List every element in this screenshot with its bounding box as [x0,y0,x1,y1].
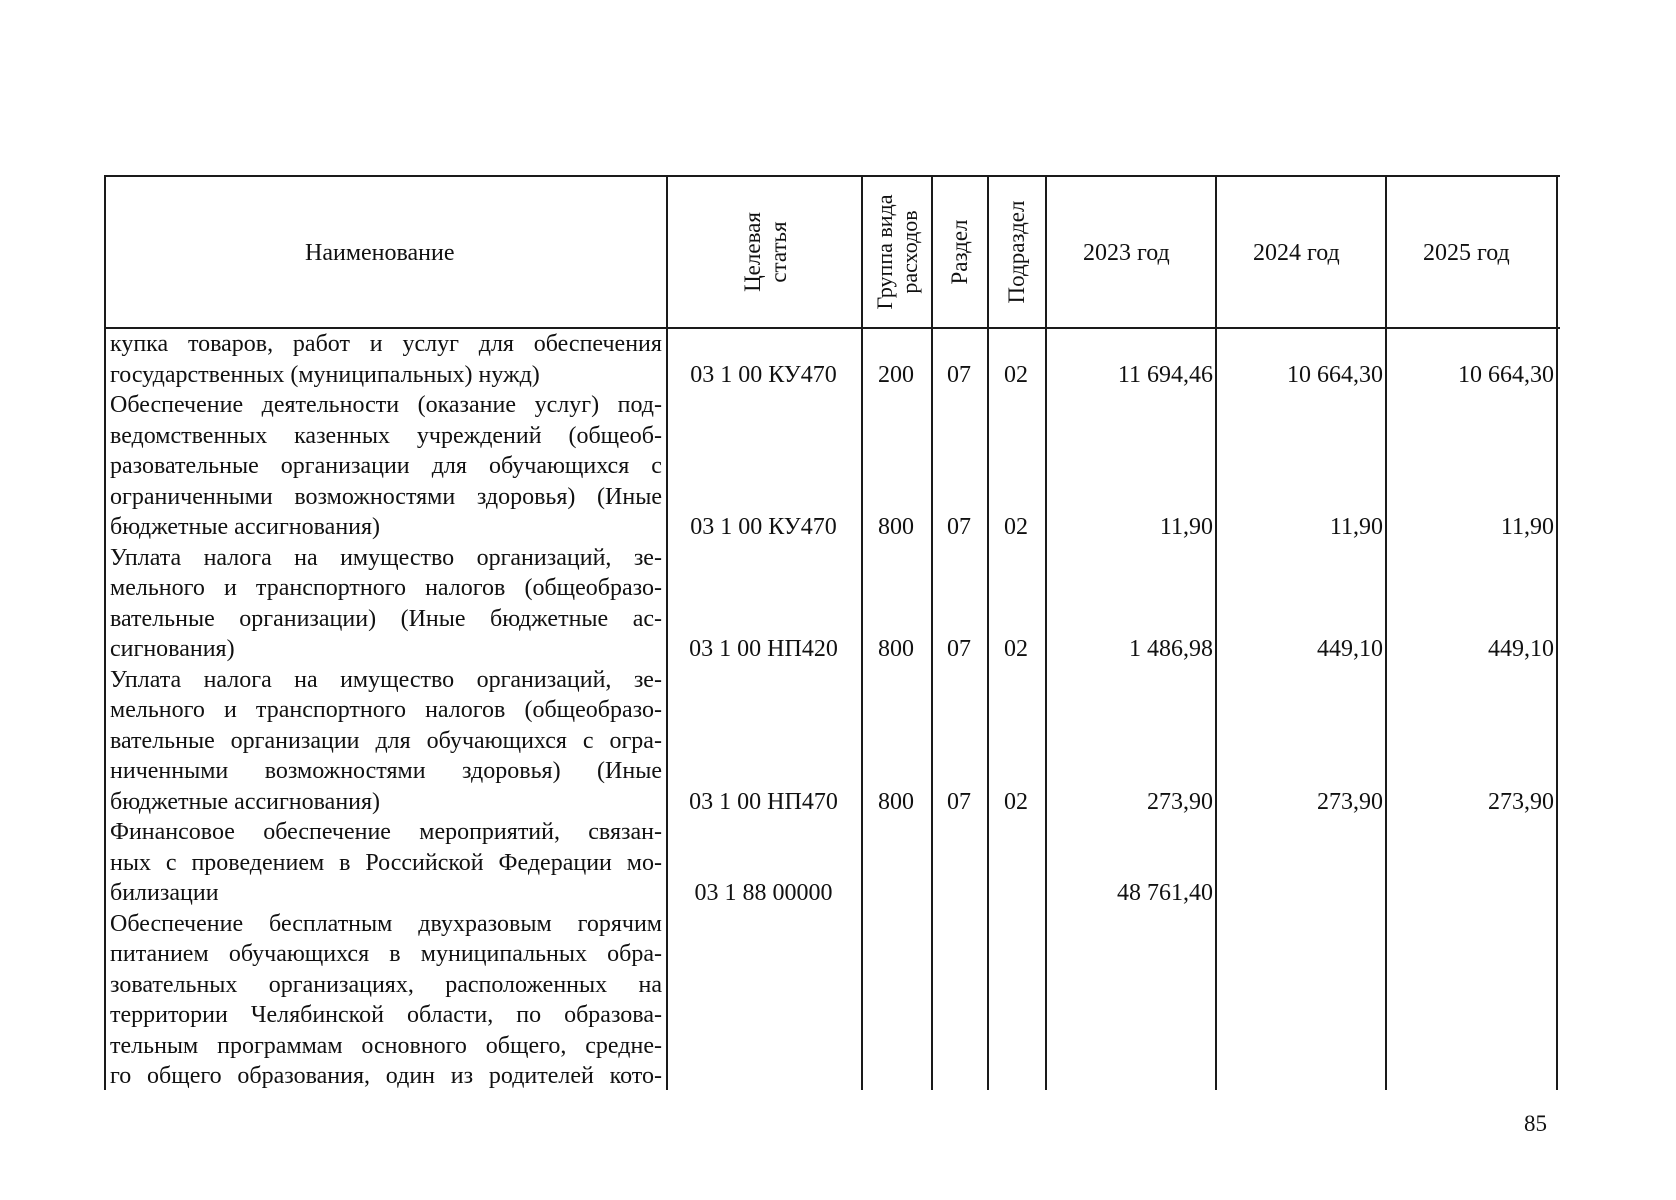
row-2-line-2: вательные организации) (Иные бюджетные ас- [110,605,662,632]
header-2023: 2023 год [1083,240,1170,266]
row-5-line-0: Обеспечение бесплатным двухразовым горячим [110,910,662,937]
row-3-line-0: Уплата налога на имущество организаций, зе- [110,666,662,693]
row-1-line-0: Обеспечение деятельности (оказание услуг) под- [110,392,662,418]
col-border-2 [861,175,863,1090]
row-3-section: 07 [947,788,971,815]
col-border-0 [104,175,106,1090]
row-0-section: 07 [947,361,971,388]
row-1-section: 07 [947,514,971,540]
row-2-group: 800 [878,636,914,662]
row-0-2023: 11 694,46 [1117,361,1213,388]
row-2-line-3: сигнования) [110,636,235,662]
row-0-group: 200 [878,361,914,388]
header-name: Наименование [305,240,455,266]
col-border-5 [1045,175,1047,1090]
header-expense-group: Группа вида расходов [872,194,922,310]
row-2-2024: 449,10 [1317,636,1383,662]
col-border-3 [931,175,933,1090]
row-2-section: 07 [947,636,971,662]
row-5-name [110,909,662,1092]
row-2-line-1: мельного и транспортного налогов (общеобразо- [110,575,662,601]
row-1-line-1: ведомственных казенных учреждений (общеоб- [110,422,662,449]
row-3-line-2: вательные организации для обучающихся с огра- [110,727,662,754]
header-target-article: Целевая статья [740,212,791,292]
col-border-6 [1215,175,1217,1090]
row-1-2023: 11,90 [1159,514,1213,540]
row-2-2023: 1 486,98 [1129,636,1213,662]
row-3-line-1: мельного и транспортного налогов (общеобразо- [110,697,662,723]
col-border-4 [987,175,989,1090]
row-5-line-1: питанием обучающихся в муниципальных обра- [110,941,662,967]
header-2024: 2024 год [1253,240,1340,266]
row-0-line-1: государственных (муниципальных) нужд) [110,361,540,388]
row-5-line-2: зовательных организациях, расположенных на [110,971,662,998]
header-section: Раздел [947,219,972,285]
row-3-subsection: 02 [1004,788,1028,815]
page-number: 85 [1524,1111,1547,1136]
col-border-1 [666,175,668,1090]
row-3-name [110,665,662,818]
row-2-2025: 449,10 [1488,636,1554,662]
row-2-subsection: 02 [1004,636,1028,662]
col-border-7 [1385,175,1387,1090]
row-2-code: 03 1 00 НП420 [689,636,838,662]
table-top-border [104,175,1560,177]
row-1-2025: 11,90 [1500,514,1554,540]
row-1-line-4: бюджетные ассигнования) [110,514,381,540]
row-4-line-1: ных с проведением в Российской Федерации мо- [110,849,662,876]
header-subsection: Подраздел [1004,200,1029,304]
row-3-code: 03 1 00 НП470 [689,788,838,815]
row-2-line-0: Уплата налога на имущество организаций, зе- [110,544,662,571]
row-0-code: 03 1 00 КУ470 [690,361,837,388]
row-3-line-3: ниченными возможностями здоровья) (Иные [110,758,662,784]
row-1-line-3: ограниченными возможностями здоровья) (Иные [110,483,662,510]
row-0-2024: 10 664,30 [1287,361,1383,388]
row-4-2023: 48 761,40 [1117,880,1213,906]
row-3-2023: 273,90 [1147,788,1213,815]
row-1-subsection: 02 [1004,514,1028,540]
row-0-line-0: купка товаров, работ и услуг для обеспечения [110,331,662,357]
row-3-2024: 273,90 [1317,788,1383,815]
row-0-subsection: 02 [1004,361,1028,388]
row-1-code: 03 1 00 КУ470 [690,514,837,540]
row-2-name [110,543,662,665]
row-3-line-4: бюджетные ассигнования) [110,788,381,815]
row-4-name [110,817,662,909]
row-1-name [110,390,662,543]
row-5-line-4: тельным программам основного общего, средне- [110,1032,662,1059]
row-5-line-5: го общего образования, один из родителей кото- [110,1063,662,1089]
row-1-group: 800 [878,514,914,540]
row-4-line-2: билизации [110,880,219,906]
row-3-group: 800 [878,788,914,815]
row-1-2024: 11,90 [1329,514,1383,540]
row-1-line-2: разовательные организации для обучающихся с [110,453,662,479]
row-3-2025: 273,90 [1488,788,1554,815]
row-5-line-3: территории Челябинской области, по образова- [110,1002,662,1028]
col-border-8 [1556,175,1558,1090]
row-0-2025: 10 664,30 [1458,361,1554,388]
row-4-code: 03 1 88 00000 [694,880,833,906]
row-0-name [110,329,662,390]
header-2025: 2025 год [1423,240,1510,266]
row-4-line-0: Финансовое обеспечение мероприятий, связан- [110,819,662,845]
